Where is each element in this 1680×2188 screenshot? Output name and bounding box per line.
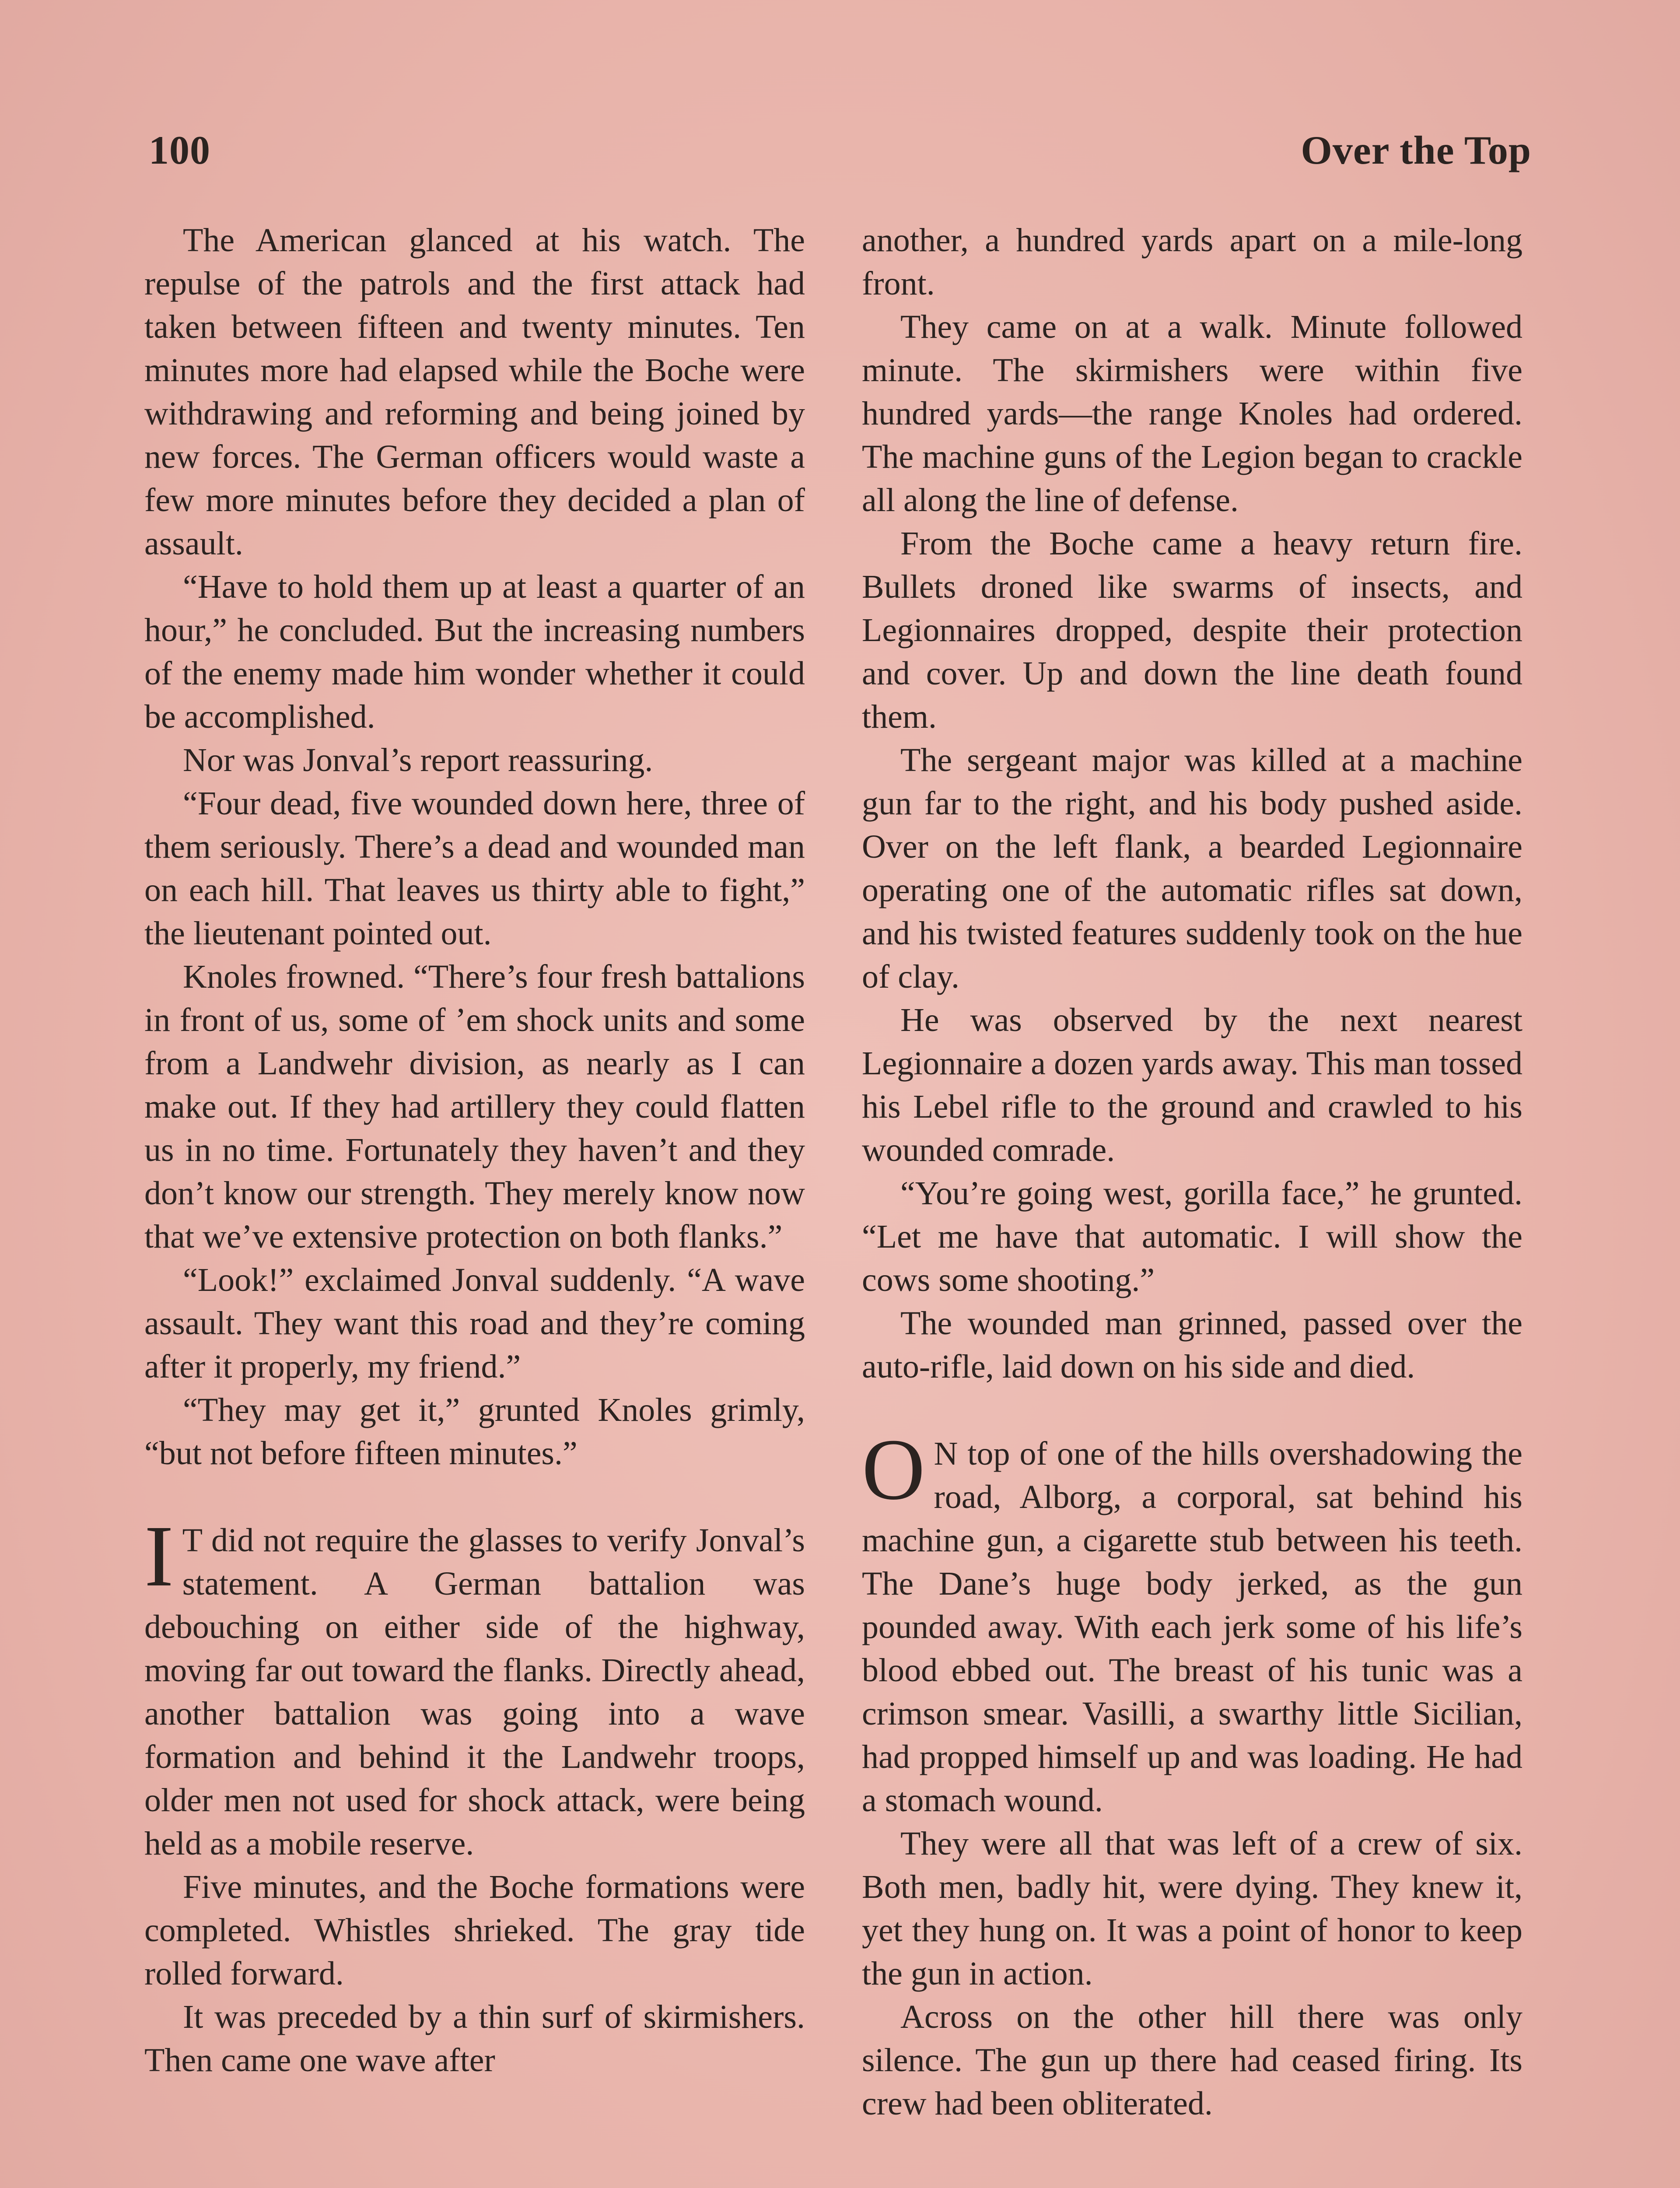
paragraph: From the Boche came a heavy return fire. Bullets droned like swarms of insects, and Legionnaires dropped, despite their protection and cover. Up and down the line death found them. bbox=[862, 525, 1522, 735]
paragraph: They were all that was left of a crew of six. Both men, badly hit, were dying. They knew it, yet they hung on. It was a point of honor to keep the gun in action. bbox=[862, 1825, 1522, 1992]
paragraph: The American glanced at his watch. The repulse of the patrols and the first attack had taken between fifteen and twenty minutes. Ten minutes more had elapsed while the Boche were withdrawing and reforming and being joined by new forces. The German officers would waste a few more minutes before they decided a plan of assault. bbox=[144, 222, 805, 562]
paragraph: Nor was Jonval’s report reassuring. bbox=[183, 742, 653, 778]
paragraph: “You’re going west, gorilla face,” he grunted. “Let me have that automatic. I will show the cows some shooting.” bbox=[862, 1175, 1522, 1298]
paragraph: They came on at a walk. Minute followed minute. The skirmishers were within five hundred yards—the range Knoles had ordered. The machine guns of the Legion began to crackle all along the line of defense. bbox=[862, 309, 1522, 519]
paragraph: The sergeant major was killed at a machine gun far to the right, and his body pushed aside. Over on the left flank, a bearded Legionnaire operating one of the automatic rifles sat down, and his twisted features suddenly took on the hue of clay. bbox=[862, 742, 1522, 995]
paragraph: Five minutes, and the Boche formations were completed. Whistles shrieked. The gray tide rolled forward. bbox=[144, 1869, 805, 1992]
paragraph: It was preceded by a thin surf of skirmishers. Then came one wave after bbox=[144, 1999, 805, 2079]
paragraph-text: N top of one of the hills overshadowing the road, Alborg, a corporal, sat behind his machine gun, a cigarette stub between his teeth. The Dane’s huge body jerked, as the gun pounded away. With each jerk some of his life’s blood ebbed out. The breast of his tunic was a crimson smear. Vasilli, a swarthy little Sicilian, had propped himself up and was loading. He had a stomach wound. bbox=[862, 1435, 1522, 1819]
right-column bbox=[862, 219, 1522, 2125]
left-column bbox=[144, 219, 805, 2082]
paragraph: He was observed by the next nearest Legionnaire a dozen yards away. This man tossed his Lebel rifle to the ground and crawled to his wounded comrade. bbox=[862, 1002, 1522, 1168]
paragraph: “They may get it,” grunted Knoles grimly, “but not before fifteen minutes.” bbox=[144, 1392, 805, 1472]
drop-cap: I bbox=[144, 1508, 174, 1605]
paragraph: The wounded man grinned, passed over the auto-rifle, laid down on his side and died. bbox=[862, 1305, 1522, 1385]
paragraph: “Look!” exclaimed Jonval suddenly. “A wave assault. They want this road and they’re coming after it properly, my friend.” bbox=[144, 1262, 805, 1385]
paragraph: “Have to hold them up at least a quarter of an hour,” he concluded. But the increasing numbers of the enemy made him wonder whether it could be accomplished. bbox=[144, 568, 805, 735]
paragraph: Across on the other hill there was only silence. The gun up there had ceased firing. Its crew had been obliterated. bbox=[862, 1999, 1522, 2122]
paragraph-continued: another, a hundred yards apart on a mile-long front. bbox=[862, 222, 1522, 302]
paragraph: “Four dead, five wounded down here, three of them seriously. There’s a dead and wounded man on each hill. That leaves us thirty able to fight,” the lieutenant pointed out. bbox=[144, 785, 805, 952]
page-number: 100 bbox=[149, 128, 210, 172]
page-header bbox=[149, 127, 1531, 188]
drop-cap: O bbox=[862, 1421, 925, 1518]
paragraph-text: T did not require the glasses to verify Jonval’s statement. A German battalion was debouching on either side of the highway, moving far out toward the flanks. Directly ahead, another battalion was going into a wave formation and behind it the Landwehr troops, older men not used for shock attack, were being held as a mobile reserve. bbox=[144, 1522, 805, 1862]
section-start-paragraph bbox=[144, 1508, 805, 1865]
section-start-paragraph bbox=[862, 1421, 1522, 1822]
running-title: Over the Top bbox=[1301, 128, 1531, 172]
paragraph: Knoles frowned. “There’s four fresh battalions in front of us, some of ’em shock units and some from a Landwehr division, as nearly as I can make out. If they had artillery they could flatten us in no time. Fortunately they haven’t and they don’t know our strength. They merely know now that we’ve extensive protection on both flanks.” bbox=[144, 958, 805, 1255]
